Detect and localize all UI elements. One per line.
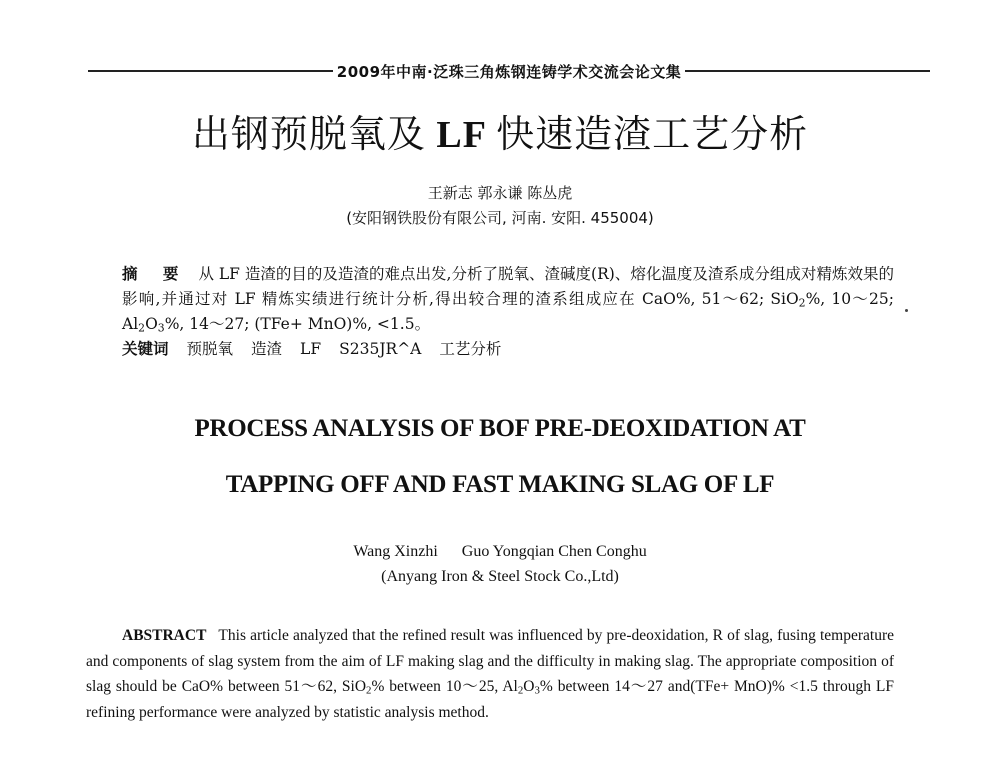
keywords-label: 关键词 [122, 340, 169, 358]
english-title-line-2: TAPPING OFF AND FAST MAKING SLAG OF LF [225, 471, 775, 498]
english-abstract-text-1: This article analyzed that the refined result was influenced by pre-deoxidation, R of slag, fusing temperature and components of slag system from the aim of LF making slag and the difficulty in making slag. The appropriate composition of slag should be CaO% between 51～62, SiO [86, 627, 894, 695]
header-rule-left [88, 70, 333, 72]
english-abstract-text-4: % between 14～27 and(TFe+ MnO)% <1.5 through LF refining performance were analyzed by statistic analysis method. [86, 678, 894, 721]
english-author-1: Wang Xinzhi [353, 543, 438, 560]
chinese-abstract-text-2: %, 10～25; Al [122, 290, 894, 333]
keyword: 预脱氧 [186, 340, 234, 358]
subscript: 2 [517, 684, 524, 697]
chinese-abstract-body [86, 262, 894, 337]
chinese-title [0, 103, 1000, 158]
header-rule-right [685, 70, 930, 72]
english-authors [0, 543, 1000, 561]
chinese-affiliation: (安阳钢铁股份有限公司, 河南. 安阳. 455004) [346, 209, 654, 227]
keyword: S235JR^A [339, 340, 422, 358]
english-abstract [86, 623, 894, 725]
chinese-authors: 王新志 郭永谦 陈丛虎 [427, 184, 573, 202]
english-affiliation: (Anyang Iron & Steel Stock Co.,Ltd) [381, 568, 619, 585]
chinese-abstract-text-1: 从 LF 造渣的目的及造渣的难点出发,分析了脱氧、渣碱度(R)、熔化温度及渣系成分组成对精炼效果的影响,并通过对 LF 精炼实绩进行统计分析,得出较合理的渣系组成应在 CaO%, 51～62; SiO [122, 265, 894, 308]
subscript: 3 [157, 321, 165, 335]
chinese-abstract-text-3: O [145, 315, 158, 333]
chinese-keywords [86, 337, 894, 362]
subscript: 2 [138, 321, 146, 335]
chinese-title-part2: 快速造渣工艺分析 [496, 112, 809, 156]
chinese-title-latin: LF [425, 114, 497, 156]
keyword: 工艺分析 [439, 340, 502, 358]
subscript: 2 [366, 684, 372, 697]
running-title: 2009年中南·泛珠三角炼钢连铸学术交流会论文集 [336, 62, 682, 81]
keyword: 造渣 [251, 340, 283, 358]
chinese-abstract-label: 摘 要 [122, 265, 189, 283]
english-author-2: Guo Yongqian Chen Conghu [461, 543, 647, 560]
scan-artifact-dot [905, 309, 908, 312]
keyword: LF [300, 340, 322, 358]
subscript: 3 [534, 684, 540, 697]
chinese-title-part1: 出钢预脱氧及 [191, 112, 426, 156]
english-title-line-1: PROCESS ANALYSIS OF BOF PRE-DEOXIDATION AT [194, 415, 806, 442]
chinese-abstract [86, 262, 894, 362]
english-abstract-text-3: O [523, 678, 535, 695]
english-abstract-label: ABSTRACT [122, 627, 207, 644]
running-header [88, 60, 930, 82]
subscript: 2 [798, 296, 806, 310]
chinese-abstract-text-4: %, 14～27; (TFe+ MnO)%, <1.5。 [164, 315, 431, 333]
english-abstract-text-2: % between 10～25, Al [371, 678, 518, 695]
